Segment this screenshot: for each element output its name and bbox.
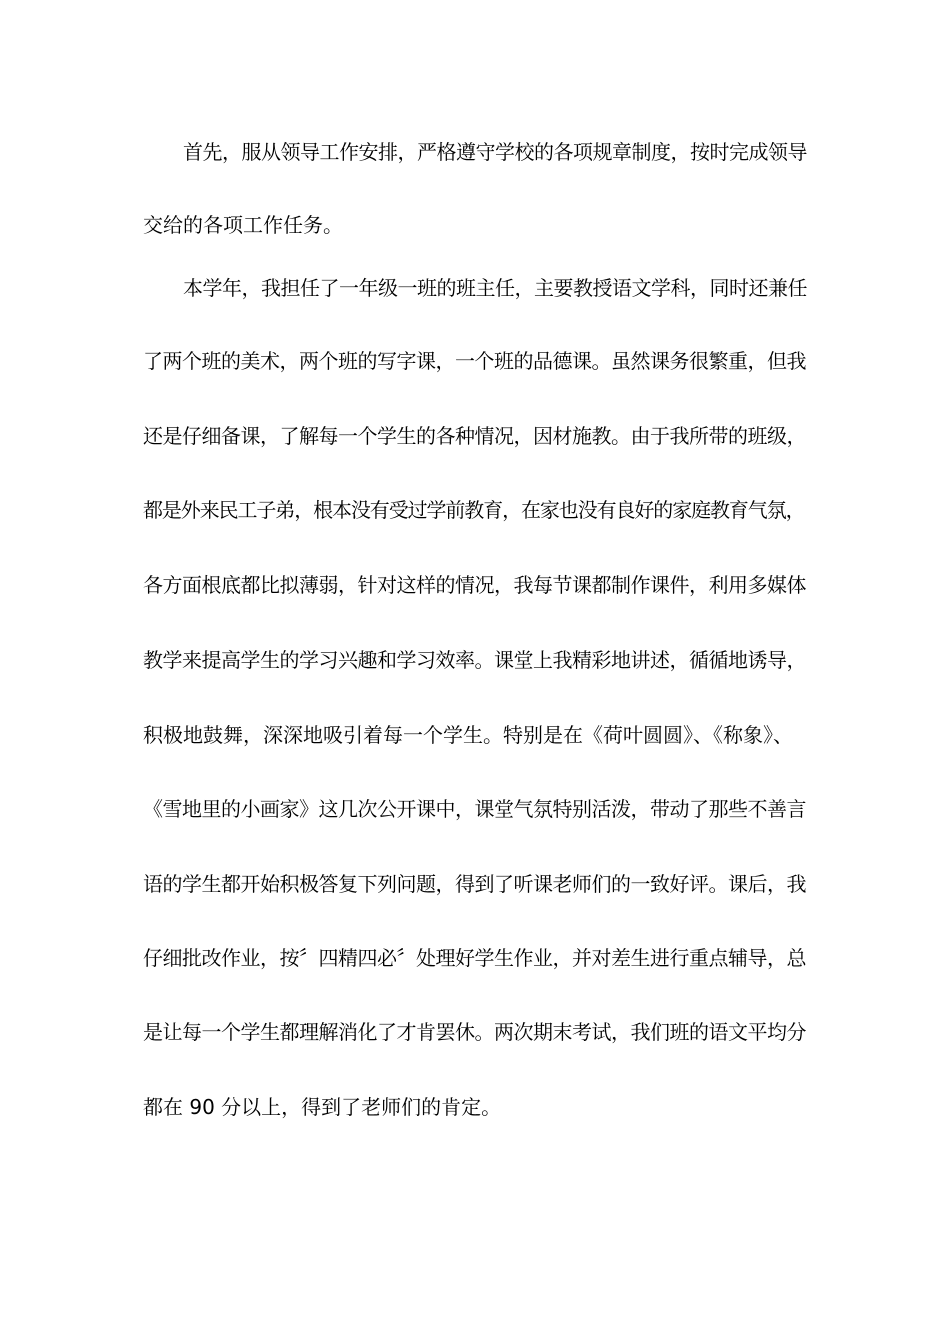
paragraph-2-line-6: 教学来提高学生的学习兴趣和学习效率。课堂上我精彩地讲述，循循地诱导， bbox=[143, 648, 806, 672]
paragraph-2-line-2: 了两个班的美术，两个班的写字课，一个班的品德课。虽然课务很繁重，但我 bbox=[143, 349, 806, 373]
paragraph-2-line-3: 还是仔细备课，了解每一个学生的各种情况，因材施教。由于我所带的班级， bbox=[143, 424, 806, 448]
paragraph-2-line-1: 本学年，我担任了一年级一班的班主任，主要教授语文学科，同时还兼任 bbox=[183, 276, 807, 300]
paragraph-2-line-11: 是让每一个学生都理解消化了才肯罢休。两次期末考试，我们班的语文平均分 bbox=[143, 1020, 806, 1044]
paragraph-2-line-7: 积极地鼓舞，深深地吸引着每一个学生。特别是在《荷叶圆圆》、《称象》、 bbox=[143, 723, 793, 747]
paragraph-2-line-4: 都是外来民工子弟，根本没有受过学前教育，在家也没有良好的家庭教育气氛， bbox=[143, 498, 805, 522]
paragraph-2-line-10: 仔细批改作业，按〞四精四必〞处理好学生作业，并对差生进行重点辅导，总 bbox=[143, 946, 806, 970]
paragraph-1-line-1: 首先，服从领导工作安排，严格遵守学校的各项规章制度，按时完成领导 bbox=[183, 140, 807, 164]
paragraph-2-line-9: 语的学生都开始积极答复下列问题，得到了听课老师们的一致好评。课后，我 bbox=[143, 872, 806, 896]
paragraph-2-line-12: 都在 90 分以上，得到了老师们的肯定。 bbox=[143, 1095, 502, 1119]
paragraph-2-line-8: 《雪地里的小画家》这几次公开课中，课堂气氛特别活泼，带动了那些不善言 bbox=[143, 797, 806, 821]
paragraph-1-line-2: 交给的各项工作任务。 bbox=[143, 213, 343, 237]
paragraph-2-line-5: 各方面根底都比拟薄弱，针对这样的情况，我每节课都制作课件，利用多媒体 bbox=[143, 573, 806, 597]
